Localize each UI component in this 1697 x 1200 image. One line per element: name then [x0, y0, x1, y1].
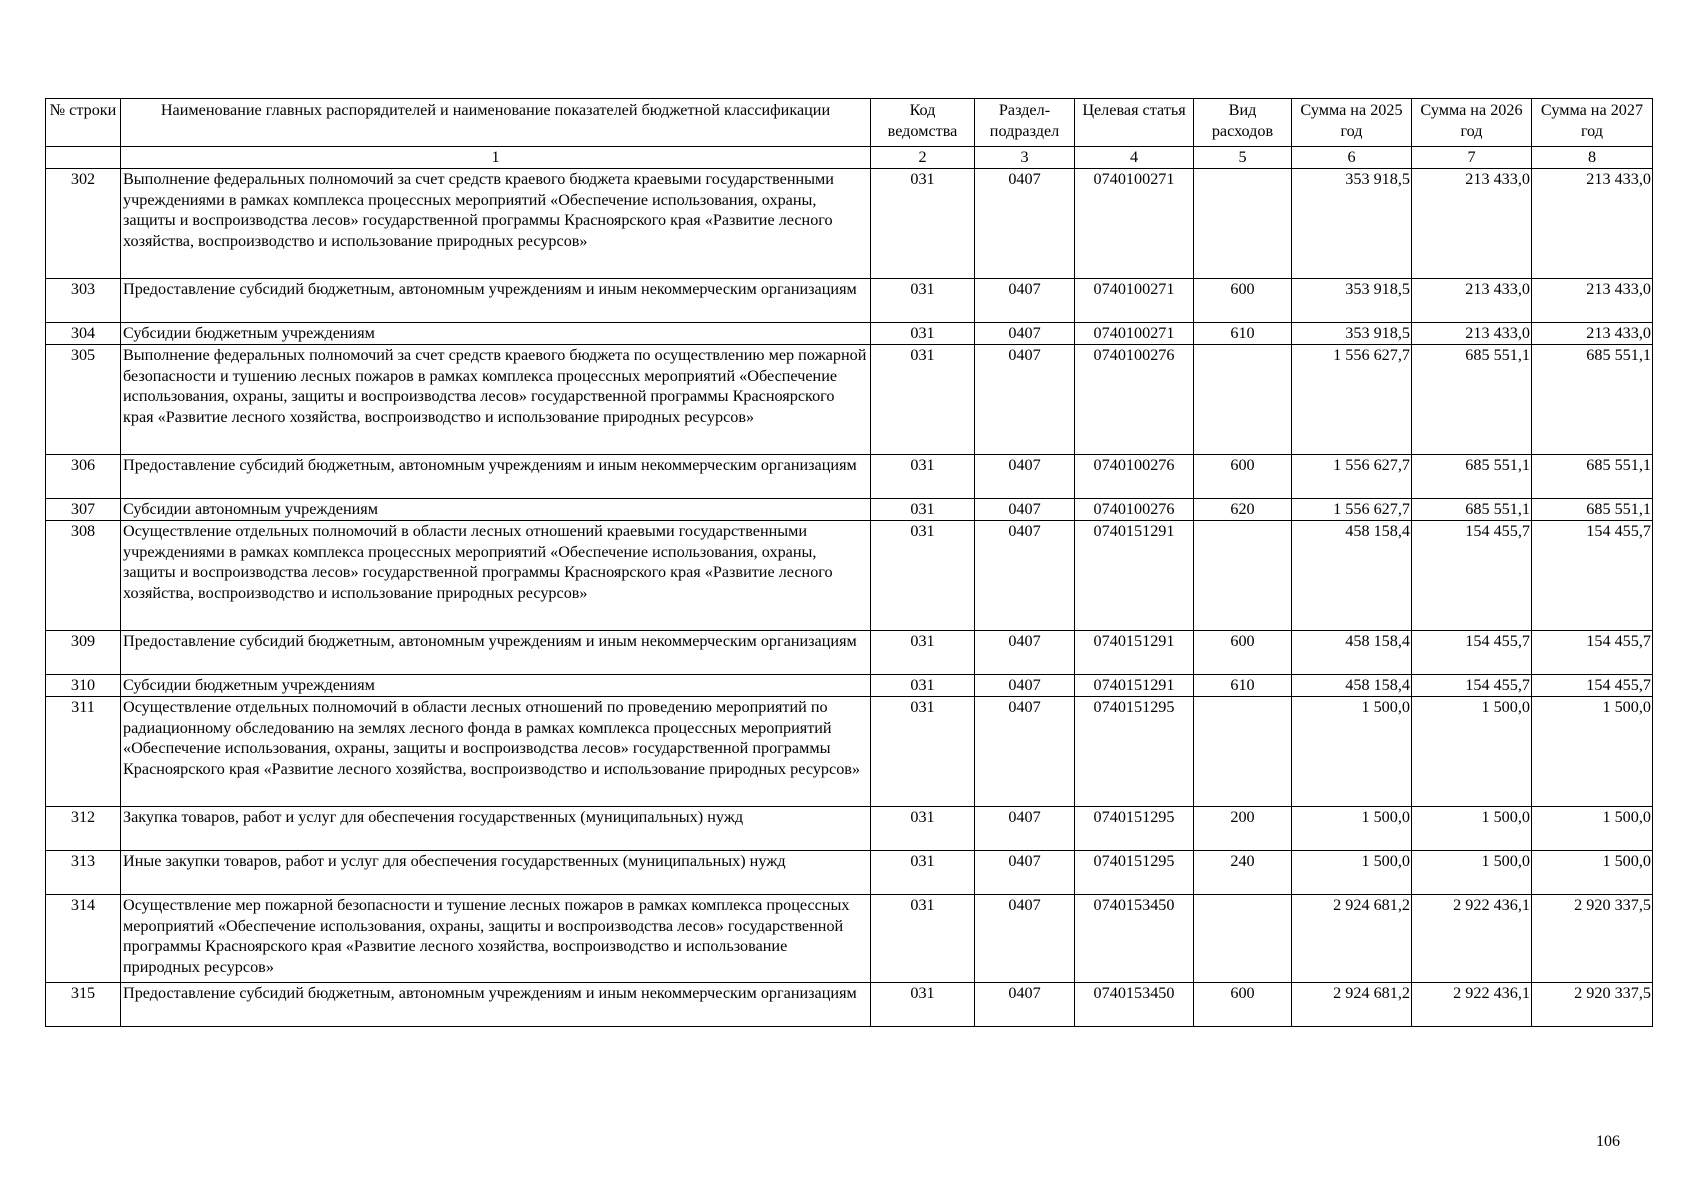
table-row	[46, 323, 1653, 345]
target-article-cell: 0740100271	[1075, 279, 1194, 323]
column-number: 4	[1075, 147, 1194, 169]
row-number-cell: 312	[46, 807, 121, 851]
amount-2026-cell: 154 455,7	[1412, 521, 1532, 631]
amount-2025-cell: 458 158,4	[1292, 631, 1412, 675]
row-number-cell: 315	[46, 983, 121, 1027]
row-number-cell: 305	[46, 345, 121, 455]
target-article-cell: 0740100271	[1075, 323, 1194, 345]
table-row	[46, 983, 1653, 1027]
department-code-cell: 031	[871, 521, 975, 631]
column-number: 6	[1292, 147, 1412, 169]
name-cell: Предоставление субсидий бюджетным, автономным учреждениям и иным некоммерческим организациям	[121, 983, 871, 1027]
table-row	[46, 521, 1653, 631]
target-article-cell: 0740153450	[1075, 895, 1194, 983]
section-cell: 0407	[975, 851, 1075, 895]
expense-kind-cell: 240	[1194, 851, 1292, 895]
name-cell: Осуществление отдельных полномочий в области лесных отношений по проведению мероприятий по радиационному обследованию на землях лесного фонда в рамках комплекса процессных мероприятий «Обеспечение использования, охраны, защиты и воспроизводства лесов» государственной программы Красноярского края «Развитие лесного хозяйства, воспроизводство и использование природных ресурсов»	[121, 697, 871, 807]
amount-2025-cell: 353 918,5	[1292, 323, 1412, 345]
table-row	[46, 851, 1653, 895]
column-number: 1	[121, 147, 871, 169]
amount-2026-cell: 685 551,1	[1412, 499, 1532, 521]
name-cell: Субсидии автономным учреждениям	[121, 499, 871, 521]
header-amount-2027: Сумма на 2027 год	[1532, 99, 1653, 147]
target-article-cell: 0740100276	[1075, 345, 1194, 455]
name-cell: Выполнение федеральных полномочий за счет средств краевого бюджета по осуществлению мер пожарной безопасности и тушению лесных пожаров в рамках комплекса процессных мероприятий «Обеспечение использования, охраны, защиты и воспроизводства лесов» государственной программы Красноярского края «Развитие лесного хозяйства, воспроизводство и использование природных ресурсов»	[121, 345, 871, 455]
column-number: 2	[871, 147, 975, 169]
section-cell: 0407	[975, 675, 1075, 697]
department-code-cell: 031	[871, 983, 975, 1027]
name-cell: Предоставление субсидий бюджетным, автономным учреждениям и иным некоммерческим организациям	[121, 631, 871, 675]
section-cell: 0407	[975, 631, 1075, 675]
table-row	[46, 279, 1653, 323]
table-row	[46, 675, 1653, 697]
amount-2026-cell: 2 922 436,1	[1412, 895, 1532, 983]
amount-2025-cell: 458 158,4	[1292, 675, 1412, 697]
amount-2027-cell: 1 500,0	[1532, 807, 1653, 851]
amount-2027-cell: 685 551,1	[1532, 345, 1653, 455]
column-number: 7	[1412, 147, 1532, 169]
department-code-cell: 031	[871, 455, 975, 499]
amount-2025-cell: 1 556 627,7	[1292, 345, 1412, 455]
expense-kind-cell: 620	[1194, 499, 1292, 521]
table-row	[46, 895, 1653, 983]
target-article-cell: 0740100276	[1075, 455, 1194, 499]
table-row	[46, 169, 1653, 279]
expense-kind-cell: 200	[1194, 807, 1292, 851]
amount-2027-cell: 154 455,7	[1532, 631, 1653, 675]
table-row	[46, 499, 1653, 521]
amount-2027-cell: 2 920 337,5	[1532, 983, 1653, 1027]
amount-2027-cell: 154 455,7	[1532, 675, 1653, 697]
amount-2025-cell: 353 918,5	[1292, 169, 1412, 279]
row-number-cell: 313	[46, 851, 121, 895]
amount-2027-cell: 685 551,1	[1532, 499, 1653, 521]
section-cell: 0407	[975, 697, 1075, 807]
row-number-cell: 304	[46, 323, 121, 345]
amount-2026-cell: 1 500,0	[1412, 697, 1532, 807]
target-article-cell: 0740151291	[1075, 521, 1194, 631]
target-article-cell: 0740151295	[1075, 807, 1194, 851]
amount-2026-cell: 685 551,1	[1412, 455, 1532, 499]
amount-2025-cell: 2 924 681,2	[1292, 983, 1412, 1027]
department-code-cell: 031	[871, 675, 975, 697]
row-number-cell: 311	[46, 697, 121, 807]
budget-table	[45, 98, 1653, 1027]
section-cell: 0407	[975, 807, 1075, 851]
name-cell: Предоставление субсидий бюджетным, автономным учреждениям и иным некоммерческим организациям	[121, 279, 871, 323]
amount-2027-cell: 685 551,1	[1532, 455, 1653, 499]
amount-2026-cell: 213 433,0	[1412, 323, 1532, 345]
amount-2025-cell: 1 556 627,7	[1292, 455, 1412, 499]
target-article-cell: 0740151291	[1075, 675, 1194, 697]
target-article-cell: 0740151291	[1075, 631, 1194, 675]
column-number	[46, 147, 121, 169]
amount-2026-cell: 154 455,7	[1412, 631, 1532, 675]
name-cell: Выполнение федеральных полномочий за счет средств краевого бюджета краевыми государственными учреждениями в рамках комплекса процессных мероприятий «Обеспечение использования, охраны, защиты и воспроизводства лесов» государственной программы Красноярского края «Развитие лесного хозяйства, воспроизводство и использование природных ресурсов»	[121, 169, 871, 279]
department-code-cell: 031	[871, 697, 975, 807]
department-code-cell: 031	[871, 499, 975, 521]
department-code-cell: 031	[871, 631, 975, 675]
amount-2027-cell: 213 433,0	[1532, 323, 1653, 345]
table-row	[46, 455, 1653, 499]
expense-kind-cell: 610	[1194, 675, 1292, 697]
amount-2025-cell: 1 500,0	[1292, 851, 1412, 895]
name-cell: Закупка товаров, работ и услуг для обеспечения государственных (муниципальных) нужд	[121, 807, 871, 851]
header-section: Раздел-подраздел	[975, 99, 1075, 147]
header-amount-2025: Сумма на 2025 год	[1292, 99, 1412, 147]
table-row	[46, 697, 1653, 807]
amount-2025-cell: 458 158,4	[1292, 521, 1412, 631]
amount-2026-cell: 213 433,0	[1412, 169, 1532, 279]
amount-2026-cell: 685 551,1	[1412, 345, 1532, 455]
header-department-code: Код ведомства	[871, 99, 975, 147]
amount-2026-cell: 1 500,0	[1412, 807, 1532, 851]
department-code-cell: 031	[871, 169, 975, 279]
section-cell: 0407	[975, 895, 1075, 983]
name-cell: Иные закупки товаров, работ и услуг для обеспечения государственных (муниципальных) нужд	[121, 851, 871, 895]
amount-2027-cell: 213 433,0	[1532, 279, 1653, 323]
row-number-cell: 302	[46, 169, 121, 279]
table-row	[46, 631, 1653, 675]
target-article-cell: 0740100271	[1075, 169, 1194, 279]
section-cell: 0407	[975, 983, 1075, 1027]
amount-2025-cell: 1 500,0	[1292, 697, 1412, 807]
target-article-cell: 0740100276	[1075, 499, 1194, 521]
row-number-cell: 314	[46, 895, 121, 983]
amount-2025-cell: 353 918,5	[1292, 279, 1412, 323]
column-number: 8	[1532, 147, 1653, 169]
name-cell: Предоставление субсидий бюджетным, автономным учреждениям и иным некоммерческим организациям	[121, 455, 871, 499]
expense-kind-cell	[1194, 697, 1292, 807]
table-row	[46, 345, 1653, 455]
amount-2025-cell: 1 556 627,7	[1292, 499, 1412, 521]
name-cell: Осуществление мер пожарной безопасности и тушение лесных пожаров в рамках комплекса процессных мероприятий «Обеспечение использования, охраны, защиты и воспроизводства лесов» государственной программы Красноярского края «Развитие лесного хозяйства, воспроизводство и использование природных ресурсов»	[121, 895, 871, 983]
name-cell: Осуществление отдельных полномочий в области лесных отношений краевыми государственными учреждениями в рамках комплекса процессных мероприятий «Обеспечение использования, охраны, защиты и воспроизводства лесов» государственной программы Красноярского края «Развитие лесного хозяйства, воспроизводство и использование природных ресурсов»	[121, 521, 871, 631]
header-amount-2026: Сумма на 2026 год	[1412, 99, 1532, 147]
header-name: Наименование главных распорядителей и наименование показателей бюджетной классификации	[121, 99, 871, 147]
row-number-cell: 303	[46, 279, 121, 323]
column-number-row	[46, 147, 1653, 169]
row-number-cell: 306	[46, 455, 121, 499]
name-cell: Субсидии бюджетным учреждениям	[121, 323, 871, 345]
amount-2026-cell: 213 433,0	[1412, 279, 1532, 323]
row-number-cell: 307	[46, 499, 121, 521]
header-expense-kind: Вид расходов	[1194, 99, 1292, 147]
section-cell: 0407	[975, 323, 1075, 345]
section-cell: 0407	[975, 169, 1075, 279]
header-row-number: № строки	[46, 99, 121, 147]
amount-2026-cell: 1 500,0	[1412, 851, 1532, 895]
department-code-cell: 031	[871, 279, 975, 323]
amount-2027-cell: 2 920 337,5	[1532, 895, 1653, 983]
row-number-cell: 308	[46, 521, 121, 631]
section-cell: 0407	[975, 521, 1075, 631]
target-article-cell: 0740151295	[1075, 851, 1194, 895]
amount-2025-cell: 2 924 681,2	[1292, 895, 1412, 983]
amount-2026-cell: 154 455,7	[1412, 675, 1532, 697]
expense-kind-cell: 600	[1194, 455, 1292, 499]
department-code-cell: 031	[871, 851, 975, 895]
section-cell: 0407	[975, 279, 1075, 323]
header-target-article: Целевая статья	[1075, 99, 1194, 147]
table-row	[46, 807, 1653, 851]
department-code-cell: 031	[871, 807, 975, 851]
section-cell: 0407	[975, 455, 1075, 499]
expense-kind-cell	[1194, 895, 1292, 983]
expense-kind-cell	[1194, 521, 1292, 631]
row-number-cell: 310	[46, 675, 121, 697]
section-cell: 0407	[975, 499, 1075, 521]
amount-2027-cell: 154 455,7	[1532, 521, 1653, 631]
expense-kind-cell: 610	[1194, 323, 1292, 345]
amount-2027-cell: 1 500,0	[1532, 697, 1653, 807]
expense-kind-cell	[1194, 169, 1292, 279]
amount-2026-cell: 2 922 436,1	[1412, 983, 1532, 1027]
expense-kind-cell: 600	[1194, 279, 1292, 323]
expense-kind-cell: 600	[1194, 983, 1292, 1027]
table-header-row	[46, 99, 1653, 147]
amount-2025-cell: 1 500,0	[1292, 807, 1412, 851]
column-number: 5	[1194, 147, 1292, 169]
department-code-cell: 031	[871, 345, 975, 455]
department-code-cell: 031	[871, 323, 975, 345]
page-number: 106	[1596, 1133, 1620, 1150]
target-article-cell: 0740153450	[1075, 983, 1194, 1027]
amount-2027-cell: 213 433,0	[1532, 169, 1653, 279]
column-number: 3	[975, 147, 1075, 169]
expense-kind-cell: 600	[1194, 631, 1292, 675]
section-cell: 0407	[975, 345, 1075, 455]
amount-2027-cell: 1 500,0	[1532, 851, 1653, 895]
row-number-cell: 309	[46, 631, 121, 675]
target-article-cell: 0740151295	[1075, 697, 1194, 807]
table-body	[46, 169, 1653, 1027]
department-code-cell: 031	[871, 895, 975, 983]
name-cell: Субсидии бюджетным учреждениям	[121, 675, 871, 697]
expense-kind-cell	[1194, 345, 1292, 455]
